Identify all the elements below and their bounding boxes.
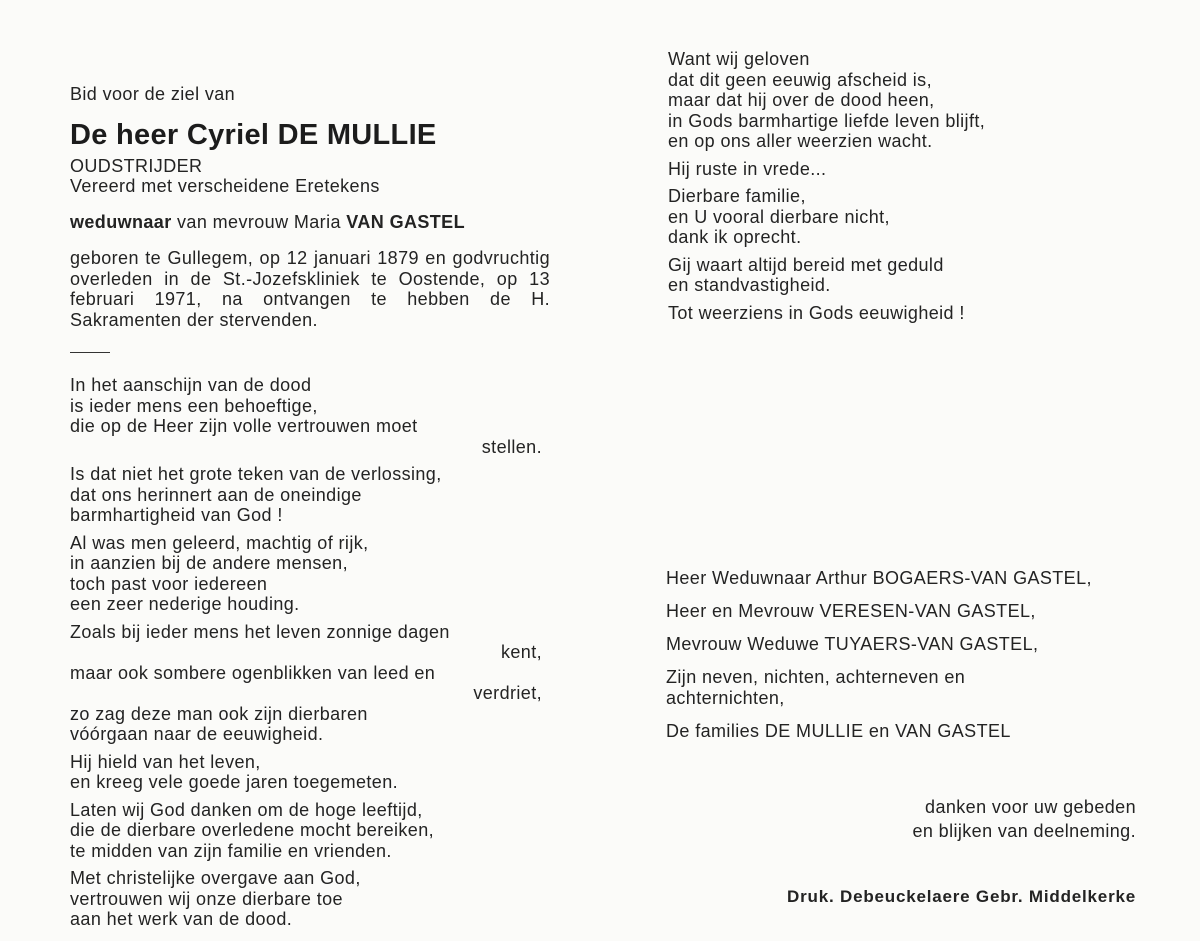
left-column bbox=[70, 84, 550, 937]
right-line: en standvastigheid. bbox=[668, 275, 831, 295]
left-line: te midden van zijn familie en vrienden. bbox=[70, 840, 392, 861]
right-column bbox=[668, 49, 1108, 330]
left-line: een zeer nederige houding. bbox=[70, 594, 300, 614]
left-line: Hij hield van het leven, bbox=[70, 751, 261, 772]
left-line: In het aanschijn van de dood bbox=[70, 375, 312, 395]
left-line: stellen. bbox=[481, 436, 542, 457]
right-line: Want wij geloven bbox=[668, 49, 810, 69]
left-stanza bbox=[70, 800, 550, 862]
right-poem bbox=[668, 49, 1108, 323]
left-line: dat ons herinnert aan de oneindige bbox=[70, 484, 362, 505]
right-stanza bbox=[668, 159, 1108, 180]
thanks-block bbox=[912, 795, 1136, 843]
left-line: verdriet, bbox=[473, 683, 542, 703]
left-stanza bbox=[70, 622, 550, 745]
family-list bbox=[666, 568, 1136, 754]
thanks-line: danken voor uw gebeden bbox=[925, 797, 1136, 817]
widower-line bbox=[70, 212, 550, 233]
right-line: dank ik oprecht. bbox=[668, 227, 802, 247]
left-poem bbox=[70, 375, 550, 930]
left-line: vertrouwen wij onze dierbare toe bbox=[70, 888, 343, 909]
bio-paragraph: geboren te Gullegem, op 12 januari 1879 en godvruchtig overleden in de St.-Jozefskliniek te Oostende, op 13 februari 1971, na ontvangen te hebben de H. Sakramenten der stervenden. bbox=[70, 248, 550, 330]
deceased-name: De heer Cyriel DE MULLIE bbox=[70, 118, 437, 151]
left-line: barmhartigheid van God ! bbox=[70, 505, 283, 525]
left-stanza bbox=[70, 533, 550, 615]
left-line: aan het werk van de dood. bbox=[70, 909, 293, 929]
right-line: Hij ruste in vrede... bbox=[668, 158, 827, 179]
left-line: die de dierbare overledene mocht bereiken, bbox=[70, 820, 435, 840]
family-line-name: BOGAERS-VAN GASTEL, bbox=[872, 568, 1092, 588]
widower-name: VAN GASTEL bbox=[346, 211, 465, 232]
right-stanza bbox=[668, 255, 1108, 296]
right-line: Gij waart altijd bereid met geduld bbox=[668, 254, 944, 275]
honors-line: Vereerd met verscheidene Eretekens bbox=[70, 176, 380, 196]
family-line bbox=[666, 688, 1136, 709]
family-line-name: DE MULLIE en VAN GASTEL bbox=[764, 720, 1011, 741]
left-stanza bbox=[70, 375, 550, 457]
left-stanza bbox=[70, 464, 550, 526]
right-stanza bbox=[668, 303, 1108, 324]
right-line: in Gods barmhartige liefde leven blijft, bbox=[668, 110, 986, 131]
family-line-prefix: Mevrouw Weduwe bbox=[666, 634, 820, 654]
left-line: toch past voor iedereen bbox=[70, 573, 268, 594]
right-stanza bbox=[668, 49, 1108, 152]
rank-line: OUDSTRIJDER bbox=[70, 155, 203, 176]
family-line-prefix: De families bbox=[666, 720, 760, 741]
right-line: Tot weerziens in Gods eeuwigheid ! bbox=[668, 302, 965, 323]
left-line: in aanzien bij de andere mensen, bbox=[70, 553, 348, 573]
divider bbox=[70, 352, 110, 353]
right-line: Dierbare familie, bbox=[668, 186, 806, 206]
right-line: dat dit geen eeuwig afscheid is, bbox=[668, 69, 932, 90]
printer-credit: Druk. Debeuckelaere Gebr. Middelkerke bbox=[787, 887, 1136, 906]
family-line-name: TUYAERS-VAN GASTEL, bbox=[824, 634, 1039, 654]
left-line: zo zag deze man ook zijn dierbaren bbox=[70, 703, 368, 724]
left-line: Zoals bij ieder mens het leven zonnige dagen bbox=[70, 621, 450, 642]
left-line: maar ook sombere ogenblikken van leed en bbox=[70, 662, 436, 683]
family-line-prefix: Heer Weduwnaar Arthur bbox=[666, 568, 868, 588]
right-line: en U vooral dierbare nicht, bbox=[668, 206, 890, 227]
widower-label: weduwnaar bbox=[70, 211, 172, 232]
left-line: Laten wij God danken om de hoge leeftijd, bbox=[70, 799, 423, 820]
family-line bbox=[666, 667, 1136, 688]
family-line bbox=[666, 568, 1136, 589]
intro-line: Bid voor de ziel van bbox=[70, 84, 236, 104]
left-line: die op de Heer zijn volle vertrouwen moet bbox=[70, 416, 418, 436]
family-line-prefix: Zijn neven, nichten, achterneven en bbox=[666, 667, 966, 687]
right-line: en op ons aller weerzien wacht. bbox=[668, 131, 933, 151]
family-line bbox=[666, 721, 1136, 742]
left-line: Al was men geleerd, machtig of rijk, bbox=[70, 532, 369, 553]
right-stanza bbox=[668, 186, 1108, 248]
left-line: kent, bbox=[500, 642, 542, 662]
left-line: Is dat niet het grote teken van de verlossing, bbox=[70, 464, 442, 484]
left-line: en kreeg vele goede jaren toegemeten. bbox=[70, 772, 399, 792]
left-line: is ieder mens een behoeftige, bbox=[70, 395, 318, 416]
family-line bbox=[666, 601, 1136, 622]
family-line bbox=[666, 634, 1136, 655]
family-line-prefix: Heer en Mevrouw bbox=[666, 601, 815, 621]
family-line-prefix: achternichten, bbox=[666, 687, 785, 708]
thanks-line: en blijken van deelneming. bbox=[912, 821, 1136, 841]
widower-mid: van mevrouw Maria bbox=[177, 211, 341, 232]
left-stanza bbox=[70, 752, 550, 793]
left-line: Met christelijke overgave aan God, bbox=[70, 868, 361, 888]
left-stanza bbox=[70, 868, 550, 930]
family-line-name: VERESEN-VAN GASTEL, bbox=[819, 601, 1036, 621]
right-line: maar dat hij over de dood heen, bbox=[668, 90, 935, 110]
left-line: vóórgaan naar de eeuwigheid. bbox=[70, 724, 324, 744]
